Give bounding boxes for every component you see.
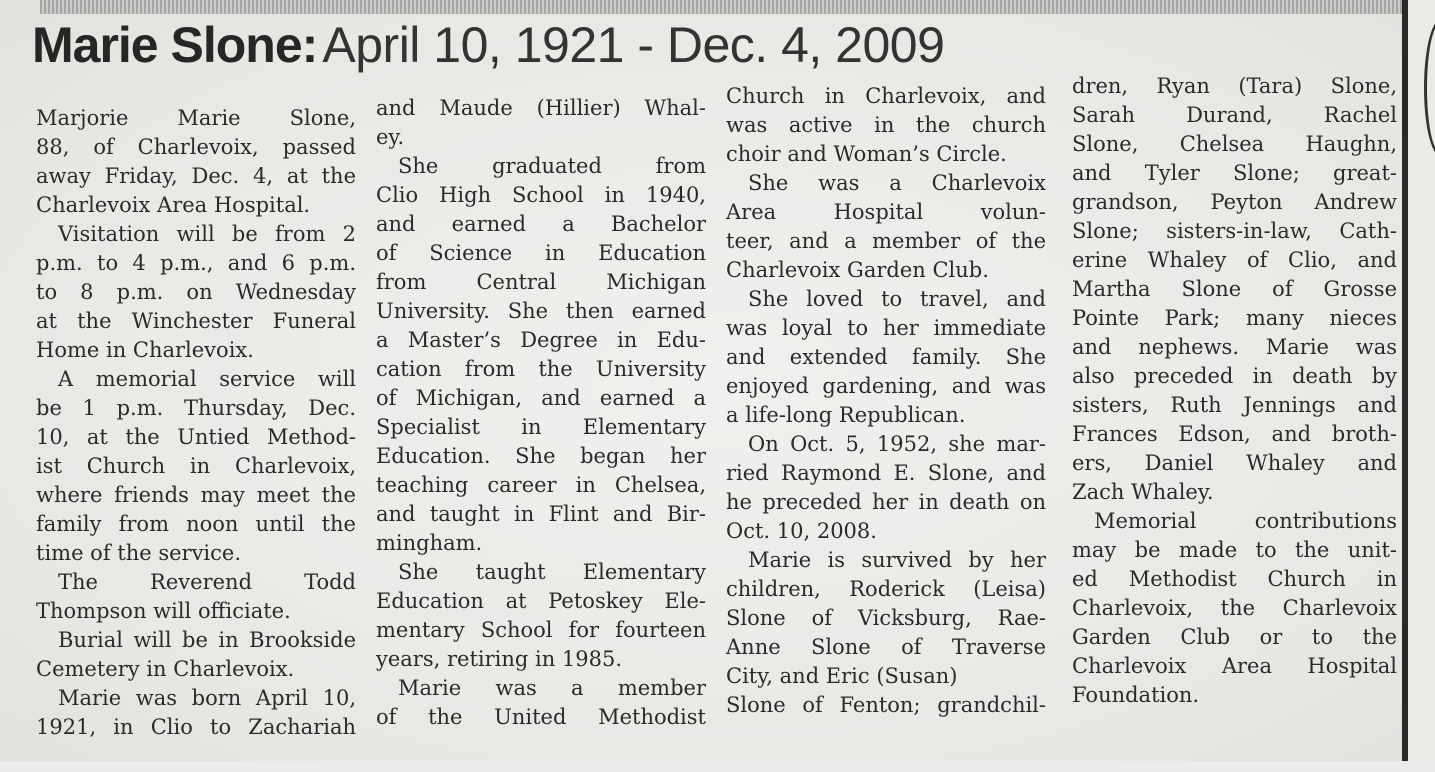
article-line: at the Winchester Funeral (36, 309, 356, 333)
article-line: Education at Petoskey Ele- (376, 589, 706, 613)
article-line: may be made to the unit- (1072, 538, 1397, 562)
next-headline-fragment (720, 742, 1140, 772)
article-line: Oct. 10, 2008. (726, 519, 877, 543)
article-line: and Maude (Hillier) Whal- (376, 96, 706, 120)
article-line: was loyal to her immediate (726, 316, 1046, 340)
article-line: Marie is survived by her (748, 548, 1046, 572)
article-line: choir and Woman’s Circle. (726, 142, 1007, 166)
article-line: p.m. to 4 p.m., and 6 p.m. (36, 251, 356, 275)
article-line: of Science in Education (376, 241, 706, 265)
article-line: Charlevoix Area Hospital. (36, 193, 311, 217)
article-line: grandson, Peyton Andrew (1072, 190, 1397, 214)
article-line: She taught Elementary (398, 560, 706, 584)
article-column-3 (726, 82, 1046, 720)
article-line: Visitation will be from 2 (58, 222, 356, 246)
article-line: of the United Methodist (376, 705, 706, 729)
article-line: Church in Charlevoix, and (726, 84, 1046, 108)
article-line: Frances Edson, and broth- (1072, 422, 1397, 446)
article-line: Area Hospital volun- (726, 200, 1046, 224)
article-line: children, Roderick (Leisa) (726, 577, 1046, 601)
top-rule (40, 0, 1402, 14)
article-line: enjoyed gardening, and was (726, 374, 1046, 398)
article-line: 10, at the Untied Method- (36, 425, 356, 449)
article-line: Slone of Fenton; grandchil- (726, 693, 1046, 717)
headline-name: Marie Slone: (32, 17, 318, 73)
article-line: Marie was a member (398, 676, 706, 700)
article-line: Slone of Vicksburg, Rae- (726, 606, 1046, 630)
article-line: was active in the church (726, 113, 1046, 137)
article-line: years, retiring in 1985. (376, 647, 623, 671)
article-column-1 (36, 104, 356, 742)
headline-dates: April 10, 1921 - Dec. 4, 2009 (322, 17, 945, 73)
article-line: Charlevoix Garden Club. (726, 258, 989, 282)
article-line: Charlevoix Area Hospital (1072, 654, 1397, 678)
article-line: ed Methodist Church in (1072, 567, 1397, 591)
article-line: Clio High School in 1940, (376, 183, 706, 207)
article-line: Memorial contributions (1094, 509, 1397, 533)
article-line: She graduated from (398, 154, 706, 178)
article-line: from Central Michigan (376, 270, 706, 294)
article-line: be 1 p.m. Thursday, Dec. (36, 396, 356, 420)
article-line: away Friday, Dec. 4, at the (36, 164, 356, 188)
article-line: erine Whaley of Clio, and (1072, 248, 1397, 272)
article-line: cation from the University (376, 357, 706, 381)
article-line: mentary School for fourteen (376, 618, 706, 642)
article-line: 1921, in Clio to Zachariah (36, 715, 356, 739)
article-line: mingham. (376, 531, 483, 555)
article-line: family from noon until the (36, 512, 356, 536)
article-line: a Master’s Degree in Edu- (376, 328, 706, 352)
article-line: Foundation. (1072, 683, 1200, 707)
article-line: and taught in Flint and Bir- (376, 502, 706, 526)
article-line: to 8 p.m. on Wednesday (36, 280, 356, 304)
article-line: Martha Slone of Grosse (1072, 277, 1397, 301)
article-line: University. She then earned (376, 299, 706, 323)
article-line: Thompson will officiate. (36, 599, 291, 623)
article-line: The Reverend Todd (58, 570, 356, 594)
article-line: She loved to travel, and (748, 287, 1046, 311)
article-line: time of the service. (36, 541, 242, 565)
article-line: ey. (376, 125, 405, 149)
article-line: and extended family. She (726, 345, 1046, 369)
article-line: ers, Daniel Whaley and (1072, 451, 1397, 475)
article-line: teer, and a member of the (726, 229, 1046, 253)
obituary-headline (32, 17, 945, 73)
article-line: Home in Charlevoix. (36, 338, 254, 362)
article-line: and Tyler Slone; great- (1072, 161, 1397, 185)
article-column-4 (1072, 72, 1397, 710)
article-line: Burial will be in Brookside (58, 628, 356, 652)
article-line: Charlevoix, the Charlevoix (1072, 596, 1397, 620)
article-line: She was a Charlevoix (748, 171, 1046, 195)
article-line: 88, of Charlevoix, passed (36, 135, 356, 159)
article-line: Marie was born April 10, (58, 686, 356, 710)
article-column-2 (376, 94, 706, 732)
article-line: sisters, Ruth Jennings and (1072, 393, 1397, 417)
article-line: he preceded her in death on (726, 490, 1046, 514)
article-line: Education. She began her (376, 444, 706, 468)
article-line: Pointe Park; many nieces (1072, 306, 1397, 330)
article-line: Marjorie Marie Slone, (36, 106, 356, 130)
article-line: A memorial service will (58, 367, 356, 391)
article-line: and nephews. Marie was (1072, 335, 1397, 359)
article-line: City, and Eric (Susan) (726, 664, 958, 688)
article-line: and earned a Bachelor (376, 212, 706, 236)
article-line: ried Raymond E. Slone, and (726, 461, 1046, 485)
article-line: a life-long Republican. (726, 403, 966, 427)
article-line: also preceded in death by (1072, 364, 1397, 388)
article-line: where friends may meet the (36, 483, 356, 507)
article-line: Cemetery in Charlevoix. (36, 657, 295, 681)
article-line: teaching career in Chelsea, (376, 473, 706, 497)
article-line: of Michigan, and earned a (376, 386, 706, 410)
article-line: ist Church in Charlevoix, (36, 454, 356, 478)
article-line: Specialist in Elementary (376, 415, 706, 439)
article-line: Sarah Durand, Rachel (1072, 103, 1397, 127)
article-line: On Oct. 5, 1952, she mar- (748, 432, 1046, 456)
article-line: Garden Club or to the (1072, 625, 1397, 649)
article-line: Zach Whaley. (1072, 480, 1214, 504)
article-line: Slone, Chelsea Haughn, (1072, 132, 1397, 156)
article-line: Anne Slone of Traverse (726, 635, 1046, 659)
article-line: dren, Ryan (Tara) Slone, (1072, 74, 1397, 98)
article-line: Slone; sisters-in-law, Cath- (1072, 219, 1397, 243)
